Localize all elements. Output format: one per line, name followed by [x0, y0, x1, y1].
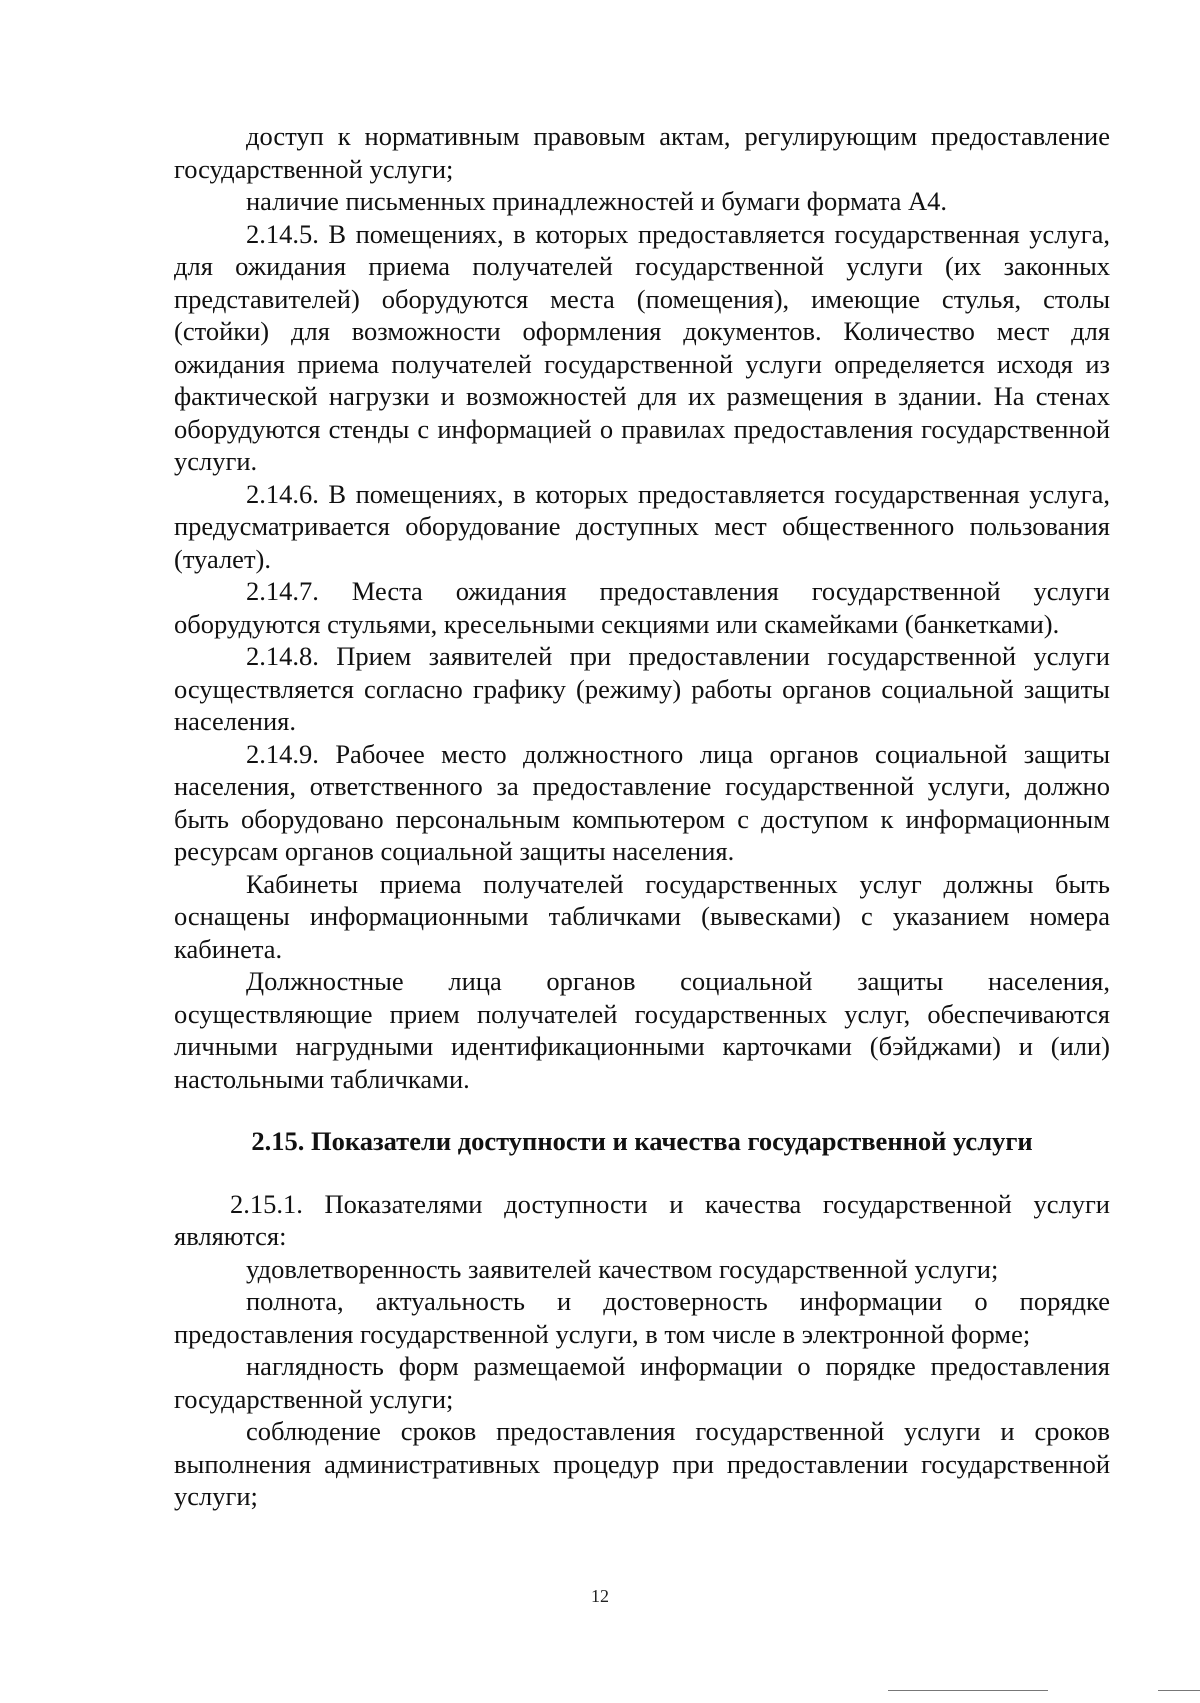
scan-edge-line [888, 1690, 1048, 1691]
scan-edge-line-right [1158, 1690, 1200, 1691]
page-number: 12 [591, 1586, 609, 1606]
para-visibility: наглядность форм размещаемой информации о порядке предоставления государственной услуги; [174, 1351, 1110, 1414]
para-2-14-6: 2.14.6. В помещениях, в которых предоставляется государственная услуга, предусматривается оборудование доступных мест общественного пользования (туалет). [174, 478, 1110, 574]
para-stationery: наличие письменных принадлежностей и бумаги формата А4. [246, 186, 948, 216]
page-body [174, 120, 1110, 1513]
para-deadlines: соблюдение сроков предоставления государственной услуги и сроков выполнения административных процедур при предоставлении государственной услуги; [174, 1416, 1110, 1511]
para-satisfaction: удовлетворенность заявителей качеством государственной услуги; [246, 1253, 999, 1284]
para-2-14-9: 2.14.9. Рабочее место должностного лица органов социальной защиты населения, ответственного за предоставление государственной услуги, должно быть оборудовано персональным компьютером с доступом к информационным ресурсам органов социальной защиты населения. [174, 738, 1110, 866]
para-2-15-1: 2.15.1. Показателями доступности и качества государственной услуги являются: [174, 1188, 1110, 1251]
para-2-14-8: 2.14.8. Прием заявителей при предоставлении государственной услуги осуществляется согласно графику (режиму) работы органов социальной защиты населения. [174, 641, 1110, 736]
para-officials: Должностные лица органов социальной защиты населения, осуществляющие прием получателей государственных услуг, обеспечиваются личными нагрудными идентификационными карточками (бэйджами) и (или) настольными табличками. [174, 966, 1110, 1094]
para-2-14-5: 2.14.5. В помещениях, в которых предоставляется государственная услуга, для ожидания приема получателей государственной услуги (их законных представителей) оборудуются места (помещения), имеющие стулья, столы (стойки) для возможности оформления документов. Количество мест для ожидания приема получателей государственной услуги определяется исходя из фактической нагрузки и возможностей для их размещения в здании. На стенах оборудуются стенды с информацией о правилах предоставления государственной услуги. [174, 218, 1110, 476]
para-2-14-7: 2.14.7. Места ожидания предоставления государственной услуги оборудуются стульями, кресельными секциями или скамейками (банкетками). [174, 576, 1110, 639]
section-heading: 2.15. Показатели доступности и качества государственной услуги [251, 1126, 1033, 1156]
para-access-acts: доступ к нормативным правовым актам, регулирующим предоставление государственной услуги; [174, 121, 1110, 184]
para-cabinets: Кабинеты приема получателей государственных услуг должны быть оснащены информационными табличками (вывесками) с указанием номера кабинета. [174, 868, 1110, 964]
para-completeness: полнота, актуальность и достоверность информации о порядке предоставления государственной услуги, в том числе в электронной форме; [174, 1286, 1110, 1349]
